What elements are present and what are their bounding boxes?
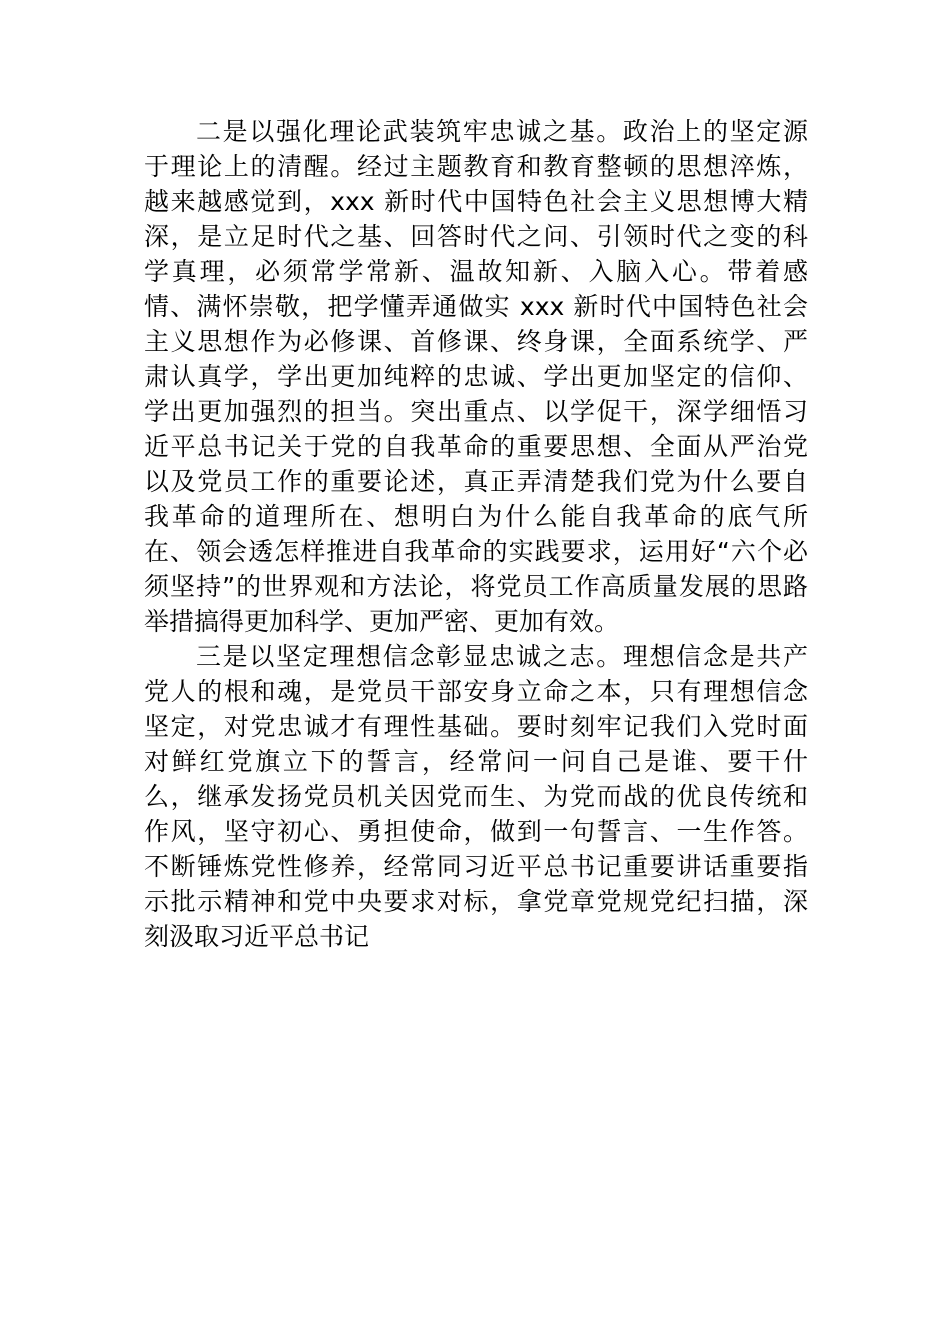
paragraph-line: 肃认真学，学出更加纯粹的忠诚、学出更加坚定的信仰、 (144, 362, 808, 391)
paragraph-line: 对鲜红党旗立下的誓言，经常问一问自己是谁、要干什 (144, 747, 808, 776)
paragraph-line: 主义思想作为必修课、首修课、终身课，全面系统学、严 (144, 327, 808, 356)
paragraph-2 (144, 639, 808, 954)
paragraph-line: 近平总书记关于党的自我革命的重要思想、全面从严治党 (144, 432, 808, 461)
paragraph-line: 示批示精神和党中央要求对标，拿党章党规党纪扫描，深 (144, 887, 808, 916)
paragraph-line: 二是以强化理论武装筑牢忠诚之基。政治上的坚定源 (196, 117, 808, 146)
paragraph-line: 坚定，对党忠诚才有理性基础。要时刻牢记我们入党时面 (144, 712, 808, 741)
paragraph-line: 越来越感觉到，xxx 新时代中国特色社会主义思想博大精 (144, 187, 808, 216)
paragraph-line: 学出更加强烈的担当。突出重点、以学促干，深学细悟习 (144, 397, 808, 426)
paragraph-line: 情、满怀崇敬，把学懂弄通做实 xxx 新时代中国特色社会 (144, 292, 808, 321)
paragraph-line: 我革命的道理所在、想明白为什么能自我革命的底气所 (144, 502, 808, 531)
paragraph-line: 于理论上的清醒。经过主题教育和教育整顿的思想淬炼， (144, 152, 808, 181)
paragraph-line: 刻汲取习近平总书记 (144, 922, 370, 951)
paragraph-line: 在、领会透怎样推进自我革命的实践要求，运用好“六个必 (144, 537, 808, 566)
paragraph-line: 举措搞得更加科学、更加严密、更加有效。 (144, 607, 620, 636)
paragraph-line: 党人的根和魂，是党员干部安身立命之本，只有理想信念 (144, 677, 808, 706)
document-body (144, 114, 808, 954)
paragraph-line: 以及党员工作的重要论述，真正弄清楚我们党为什么要自 (144, 467, 808, 496)
paragraph-line: 作风，坚守初心、勇担使命，做到一句誓言、一生作答。 (144, 817, 808, 846)
paragraph-line: 深，是立足时代之基、回答时代之问、引领时代之变的科 (144, 222, 808, 251)
paragraph-line: 不断锤炼党性修养，经常同习近平总书记重要讲话重要指 (144, 852, 808, 881)
paragraph-1 (144, 114, 808, 639)
paragraph-line: 三是以坚定理想信念彰显忠诚之志。理想信念是共产 (196, 642, 808, 671)
paragraph-line: 学真理，必须常学常新、温故知新、入脑入心。带着感 (144, 257, 808, 286)
paragraph-line: 须坚持”的世界观和方法论，将党员工作高质量发展的思路 (144, 572, 808, 601)
paragraph-line: 么，继承发扬党员机关因党而生、为党而战的优良传统和 (144, 782, 808, 811)
